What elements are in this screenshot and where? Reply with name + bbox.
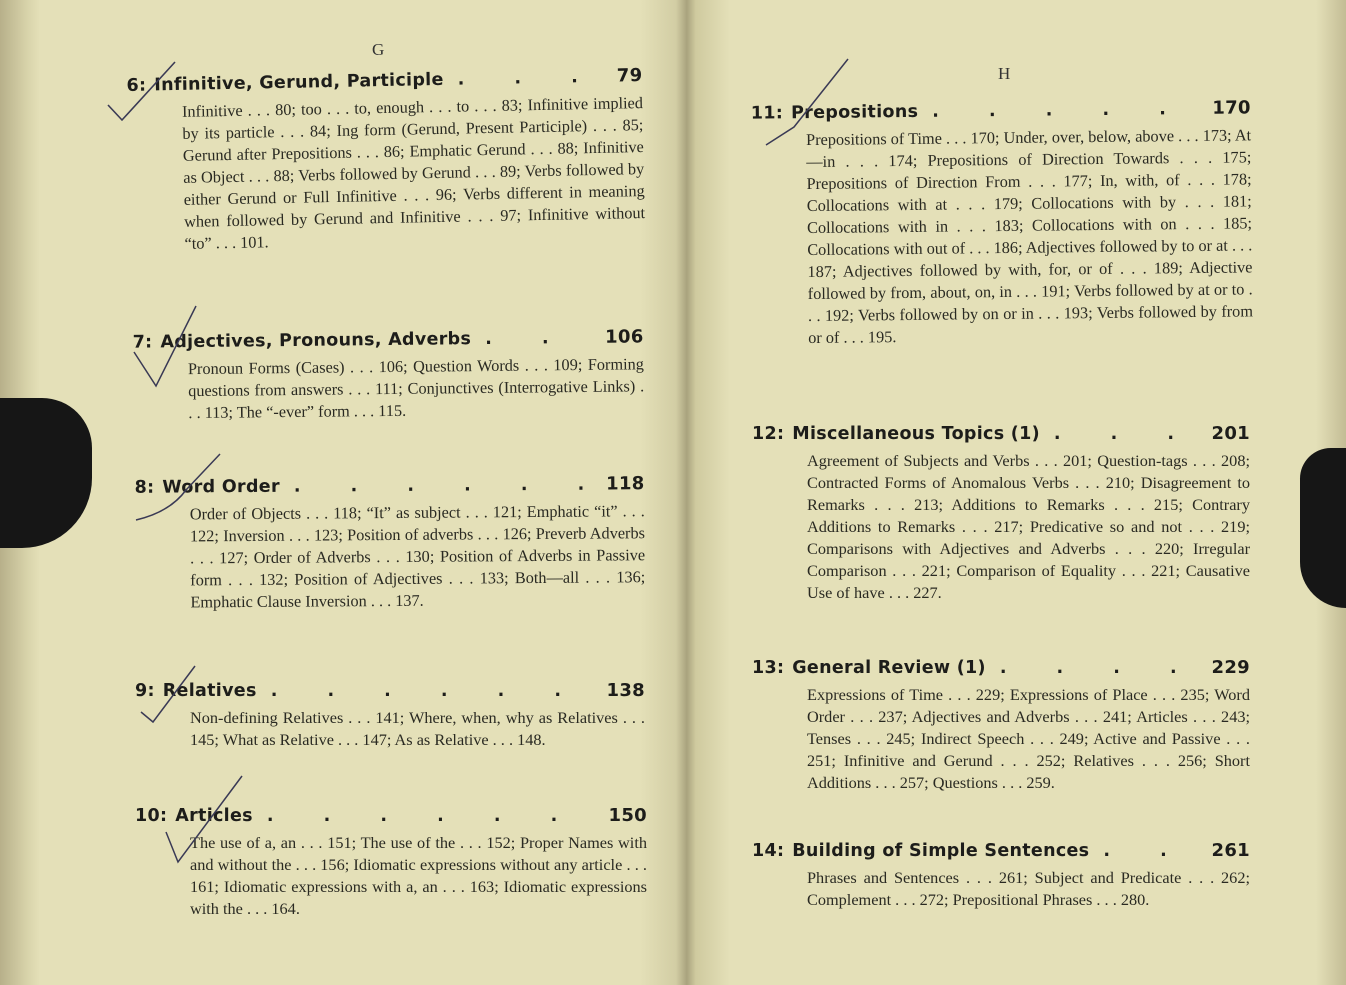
binder-clip-left xyxy=(0,398,92,548)
section-body: Phrases and Sentences . . . 261; Subject and Predicate . . . 262; Complement . . . 272; Prepositional Phrases . . . 280. xyxy=(807,868,1250,909)
section-body: Expressions of Time . . . 229; Expressions of Place . . . 235; Word Order . . . 237; Adjectives and Adverbs . . . 241; Articles . . . 243; Tenses . . . 245; Indirect Speech . . . 249; Active and Passive . . . 251; Infinitive and Gerund . . . 252; Relatives . . . 256; Short Additions . . . 257; Questions . . . 259. xyxy=(807,685,1250,792)
dot-leaders xyxy=(932,99,1198,122)
section-body: The use of a, an . . . 151; The use of the . . . 152; Proper Names with and without the . . . 156; Idiomatic expressions without any article . . . 161; Idiomatic expressions with a, an . . . 163; Idiomatic expressions with the . . . 164. xyxy=(190,833,647,918)
section-page-number: 150 xyxy=(608,805,647,826)
checkmark-icon xyxy=(100,60,190,130)
section-body: Agreement of Subjects and Verbs . . . 201; Question-tags . . . 208; Contracted Forms of Anomalous Verbs . . . 210; Disagreement to Remarks . . . 213; Additions to Remarks . . . 215; Contrary Additions to Remarks . . . 217; Predicative so and not . . . 219; Comparisons with Adjectives and Adverbs . . . 220; Irregular Comparison . . . 221; Comparison of Equality . . . 221; Causative Use of have . . . 227. xyxy=(807,451,1250,602)
toc-section-13 xyxy=(752,657,1250,794)
section-title: Adjectives, Pronouns, Adverbs xyxy=(160,329,472,353)
section-number: 14: xyxy=(752,841,785,861)
dot-leaders xyxy=(1000,658,1198,678)
dot-leaders xyxy=(267,806,595,826)
section-title: Prepositions xyxy=(790,101,919,124)
section-heading xyxy=(752,423,1250,444)
dot-leaders xyxy=(271,681,593,701)
section-title: General Review (1) xyxy=(792,658,986,678)
section-body: Non-defining Relatives . . . 141; Where, when, why as Relatives . . . 145; What as Relative . . . 147; As as Relative . . . 148. xyxy=(190,708,645,749)
dot-leaders xyxy=(485,328,591,349)
section-number: 11: xyxy=(750,103,784,124)
section-title: Infinitive, Gerund, Participle xyxy=(154,69,444,96)
section-page-number: 201 xyxy=(1211,423,1250,444)
checkmark-icon xyxy=(128,300,208,390)
dot-leaders xyxy=(457,67,603,90)
checkmark-icon xyxy=(760,55,860,155)
section-body: Order of Objects . . . 118; “It” as subject . . . 121; Emphatic “it” . . . 122; Inversion . . . 123; Position of adverbs . . . 126; Preverb Adverbs . . . 127; Order of Adverbs . . . 130; Position of Adverbs in Passive form . . . 132; Position of Adjectives . . . 133; Both—all . . . 136; Emphatic Clause Inversion . . . 137. xyxy=(189,501,646,612)
section-title: Relatives xyxy=(162,681,257,701)
section-title: Miscellaneous Topics (1) xyxy=(792,424,1040,444)
section-number: 12: xyxy=(752,424,785,444)
section-body: Infinitive . . . 80; too . . . to, enough . . . to . . . 83; Infinitive implied by its particle . . . 84; Ing form (Gerund, Present Participle) . . . 85; Gerund after Prepositions . . . 86; Emphatic Gerund . . . 88; Infinitive as Object . . . 88; Verbs followed by Gerund . . . 89; Verbs followed by either Gerund or Full Infinitive . . . 96; Verbs different in meaning when followed by Gerund and Infinitive . . . 97; Infinitive without “to” . . . 101. xyxy=(181,93,646,253)
dot-leaders xyxy=(1054,424,1198,444)
book-gutter xyxy=(640,0,730,985)
section-number: 8: xyxy=(134,477,155,498)
dot-leaders xyxy=(1103,841,1197,861)
section-page-number: 106 xyxy=(605,326,644,348)
binder-clip-right xyxy=(1300,448,1346,608)
section-page-number: 138 xyxy=(606,680,645,701)
section-title: Building of Simple Sentences xyxy=(792,841,1090,861)
dot-leaders xyxy=(294,475,592,497)
toc-section-14 xyxy=(752,840,1250,911)
section-title: Word Order xyxy=(162,476,280,498)
section-number: 9: xyxy=(135,681,155,701)
checkmark-icon xyxy=(130,450,240,530)
section-page-number: 79 xyxy=(616,65,643,87)
section-number: 6: xyxy=(126,75,147,96)
toc-section-7 xyxy=(133,326,645,424)
section-heading xyxy=(133,326,644,352)
section-body: Pronoun Forms (Cases) . . . 106; Question Words . . . 109; Forming questions from answers . . . 111; Conjunctives (Interrogative Links) . . . 113; The “-ever” form . . . 115. xyxy=(187,354,645,423)
section-heading xyxy=(126,65,642,96)
toc-section-12 xyxy=(752,423,1250,604)
page-letter-right: H xyxy=(998,64,1011,83)
section-heading xyxy=(752,657,1250,678)
section-number: 7: xyxy=(132,332,153,353)
section-number: 13: xyxy=(752,658,785,678)
section-number: 10: xyxy=(135,806,168,826)
section-body: Prepositions of Time . . . 170; Under, over, below, above . . . 173; At—in . . . 174; Prepositions of Direction Towards . . . 175; Prepositions of Direction From . . . 177; In, with, of . . . 178; Collocations with at . . . 179; Collocations with by . . . 181; Collocations with in . . . 183; Collocations with on . . . 185; Collocations with out of . . . 186; Adjectives followed by to or at . . . 187; Adjectives followed by with, for, or of . . . 189; Adjective followed by from, about, on, in . . . 191; Verbs followed by at or to . . . 192; Verbs followed by on or in . . . 193; Verbs followed by from or of . . . 195. xyxy=(806,125,1254,348)
checkmark-icon xyxy=(160,770,250,870)
section-page-number: 170 xyxy=(1212,97,1251,119)
toc-section-6 xyxy=(126,65,645,256)
section-page-number: 118 xyxy=(606,473,645,495)
section-page-number: 229 xyxy=(1211,657,1250,678)
section-heading xyxy=(752,840,1250,861)
section-page-number: 261 xyxy=(1211,840,1250,861)
page-letter-left: G xyxy=(372,40,385,59)
checkmark-icon xyxy=(135,660,215,725)
section-title: Articles xyxy=(175,806,253,826)
